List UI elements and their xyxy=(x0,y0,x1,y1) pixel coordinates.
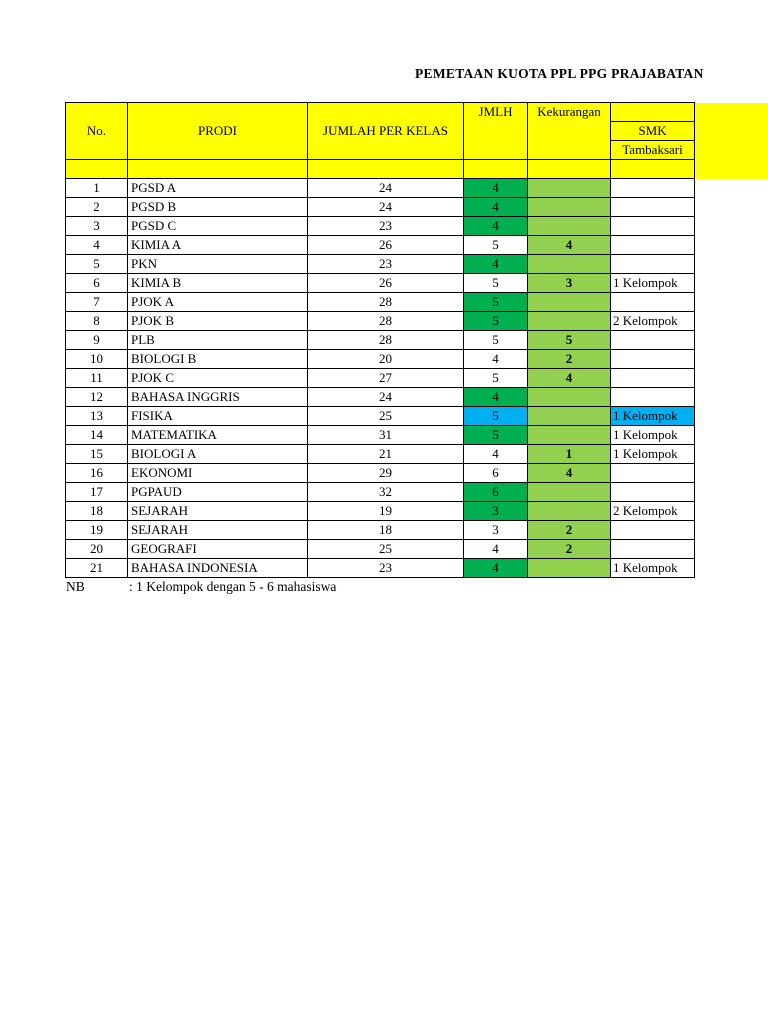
cell-jumlah-per-kelas: 21 xyxy=(308,445,464,464)
cell-prodi: KIMIA B xyxy=(128,274,308,293)
header-jumlah-per-kelas: JUMLAH PER KELAS xyxy=(308,103,464,160)
cell-kekurangan xyxy=(528,388,611,407)
cell-jmlh: 4 xyxy=(464,255,528,274)
cell-kekurangan: 4 xyxy=(528,236,611,255)
header-prodi: PRODI xyxy=(128,103,308,160)
cell-jmlh: 4 xyxy=(464,198,528,217)
cell-jmlh: 5 xyxy=(464,369,528,388)
cell-smk-tambaksari xyxy=(611,521,695,540)
footnote-label: NB xyxy=(66,579,85,594)
cell-prodi: KIMIA A xyxy=(128,236,308,255)
cell-prodi: BIOLOGI B xyxy=(128,350,308,369)
cell-smk-tambaksari xyxy=(611,540,695,559)
cell-prodi: PGSD C xyxy=(128,217,308,236)
cell-jmlh: 5 xyxy=(464,331,528,350)
cell-prodi: PGPAUD xyxy=(128,483,308,502)
cell-no: 12 xyxy=(66,388,128,407)
cell-jumlah-per-kelas: 26 xyxy=(308,236,464,255)
cell-kekurangan xyxy=(528,426,611,445)
cell-jmlh: 3 xyxy=(464,502,528,521)
header-jmlh: JMLH xyxy=(464,103,528,160)
cell-smk-tambaksari xyxy=(611,369,695,388)
header-blank-jumlah xyxy=(308,160,464,179)
cell-no: 1 xyxy=(66,179,128,198)
cell-jumlah-per-kelas: 18 xyxy=(308,521,464,540)
cell-no: 15 xyxy=(66,445,128,464)
cell-no: 8 xyxy=(66,312,128,331)
cell-prodi: PGSD A xyxy=(128,179,308,198)
cell-no: 2 xyxy=(66,198,128,217)
cell-jumlah-per-kelas: 32 xyxy=(308,483,464,502)
cell-smk-tambaksari xyxy=(611,331,695,350)
cell-prodi: PJOK A xyxy=(128,293,308,312)
cell-prodi: PJOK C xyxy=(128,369,308,388)
cell-jmlh: 6 xyxy=(464,464,528,483)
footnote-text: : 1 Kelompok dengan 5 - 6 mahasiswa xyxy=(129,579,337,594)
cell-no: 18 xyxy=(66,502,128,521)
header-blank-jmlh xyxy=(464,160,528,179)
cell-kekurangan: 4 xyxy=(528,464,611,483)
cell-smk-tambaksari: 1 Kelompok xyxy=(611,407,695,426)
cell-kekurangan: 5 xyxy=(528,331,611,350)
cell-jmlh: 4 xyxy=(464,179,528,198)
cell-jumlah-per-kelas: 28 xyxy=(308,312,464,331)
cell-kekurangan xyxy=(528,312,611,331)
cell-prodi: SEJARAH xyxy=(128,502,308,521)
cell-kekurangan: 2 xyxy=(528,540,611,559)
cell-jumlah-per-kelas: 31 xyxy=(308,426,464,445)
cell-prodi: BAHASA INGGRIS xyxy=(128,388,308,407)
cell-kekurangan xyxy=(528,559,611,578)
cell-prodi: PGSD B xyxy=(128,198,308,217)
cell-no: 20 xyxy=(66,540,128,559)
cell-no: 3 xyxy=(66,217,128,236)
cell-jmlh: 4 xyxy=(464,350,528,369)
footnote xyxy=(66,579,336,595)
cell-prodi: EKONOMI xyxy=(128,464,308,483)
sheet-title: PEMETAAN KUOTA PPL PPG PRAJABATAN xyxy=(415,66,704,81)
header-fill-extension xyxy=(694,103,768,179)
cell-prodi: PJOK B xyxy=(128,312,308,331)
cell-kekurangan xyxy=(528,217,611,236)
cell-smk-tambaksari: 1 Kelompok xyxy=(611,559,695,578)
cell-no: 13 xyxy=(66,407,128,426)
cell-smk-tambaksari xyxy=(611,198,695,217)
cell-jumlah-per-kelas: 28 xyxy=(308,293,464,312)
cell-jumlah-per-kelas: 28 xyxy=(308,331,464,350)
header-blank-kekurangan xyxy=(528,160,611,179)
cell-kekurangan xyxy=(528,179,611,198)
cell-kekurangan: 1 xyxy=(528,445,611,464)
cell-jumlah-per-kelas: 20 xyxy=(308,350,464,369)
header-blank-smk xyxy=(611,160,695,179)
cell-no: 19 xyxy=(66,521,128,540)
cell-smk-tambaksari xyxy=(611,236,695,255)
cell-no: 21 xyxy=(66,559,128,578)
cell-smk-tambaksari xyxy=(611,217,695,236)
cell-smk-tambaksari: 1 Kelompok xyxy=(611,274,695,293)
cell-jumlah-per-kelas: 19 xyxy=(308,502,464,521)
cell-jumlah-per-kelas: 23 xyxy=(308,255,464,274)
cell-kekurangan xyxy=(528,255,611,274)
cell-no: 6 xyxy=(66,274,128,293)
cell-jmlh: 5 xyxy=(464,312,528,331)
cell-kekurangan: 2 xyxy=(528,521,611,540)
cell-smk-tambaksari xyxy=(611,350,695,369)
cell-no: 7 xyxy=(66,293,128,312)
cell-jumlah-per-kelas: 23 xyxy=(308,217,464,236)
header-kekurangan: Kekurangan xyxy=(528,103,611,160)
cell-prodi: PKN xyxy=(128,255,308,274)
cell-jmlh: 6 xyxy=(464,483,528,502)
cell-jumlah-per-kelas: 24 xyxy=(308,198,464,217)
cell-kekurangan: 2 xyxy=(528,350,611,369)
cell-no: 11 xyxy=(66,369,128,388)
cell-kekurangan: 4 xyxy=(528,369,611,388)
cell-jmlh: 4 xyxy=(464,559,528,578)
cell-smk-tambaksari: 2 Kelompok xyxy=(611,312,695,331)
cell-jmlh: 4 xyxy=(464,388,528,407)
cell-smk-tambaksari xyxy=(611,464,695,483)
cell-jmlh: 5 xyxy=(464,426,528,445)
cell-prodi: BAHASA INDONESIA xyxy=(128,559,308,578)
cell-prodi: PLB xyxy=(128,331,308,350)
cell-jmlh: 5 xyxy=(464,293,528,312)
cell-jumlah-per-kelas: 29 xyxy=(308,464,464,483)
cell-no: 17 xyxy=(66,483,128,502)
cell-smk-tambaksari: 1 Kelompok xyxy=(611,426,695,445)
cell-no: 14 xyxy=(66,426,128,445)
cell-kekurangan xyxy=(528,483,611,502)
cell-jumlah-per-kelas: 25 xyxy=(308,407,464,426)
cell-jumlah-per-kelas: 23 xyxy=(308,559,464,578)
cell-no: 16 xyxy=(66,464,128,483)
cell-smk-tambaksari xyxy=(611,483,695,502)
cell-kekurangan xyxy=(528,293,611,312)
cell-jmlh: 3 xyxy=(464,521,528,540)
cell-jmlh: 4 xyxy=(464,540,528,559)
cell-jmlh: 5 xyxy=(464,407,528,426)
cell-jumlah-per-kelas: 27 xyxy=(308,369,464,388)
cell-jumlah-per-kelas: 24 xyxy=(308,388,464,407)
cell-prodi: GEOGRAFI xyxy=(128,540,308,559)
cell-no: 5 xyxy=(66,255,128,274)
cell-jmlh: 4 xyxy=(464,445,528,464)
cell-jmlh: 5 xyxy=(464,274,528,293)
cell-smk-tambaksari xyxy=(611,255,695,274)
cell-jumlah-per-kelas: 25 xyxy=(308,540,464,559)
header-blank-prodi xyxy=(128,160,308,179)
cell-prodi: MATEMATIKA xyxy=(128,426,308,445)
cell-smk-tambaksari: 1 Kelompok xyxy=(611,445,695,464)
header-no: No. xyxy=(66,103,128,160)
cell-smk-tambaksari xyxy=(611,293,695,312)
cell-smk-tambaksari xyxy=(611,388,695,407)
header-school-group xyxy=(611,103,695,122)
cell-no: 4 xyxy=(66,236,128,255)
cell-smk-tambaksari: 2 Kelompok xyxy=(611,502,695,521)
cell-kekurangan xyxy=(528,198,611,217)
cell-no: 9 xyxy=(66,331,128,350)
cell-jumlah-per-kelas: 26 xyxy=(308,274,464,293)
cell-kekurangan xyxy=(528,407,611,426)
cell-prodi: FISIKA xyxy=(128,407,308,426)
cell-no: 10 xyxy=(66,350,128,369)
header-tambaksari: Tambaksari xyxy=(611,141,695,160)
cell-jmlh: 5 xyxy=(464,236,528,255)
cell-jmlh: 4 xyxy=(464,217,528,236)
cell-kekurangan: 3 xyxy=(528,274,611,293)
cell-prodi: BIOLOGI A xyxy=(128,445,308,464)
header-smk: SMK xyxy=(611,122,695,141)
cell-jumlah-per-kelas: 24 xyxy=(308,179,464,198)
header-blank-no xyxy=(66,160,128,179)
cell-prodi: SEJARAH xyxy=(128,521,308,540)
cell-smk-tambaksari xyxy=(611,179,695,198)
cell-kekurangan xyxy=(528,502,611,521)
